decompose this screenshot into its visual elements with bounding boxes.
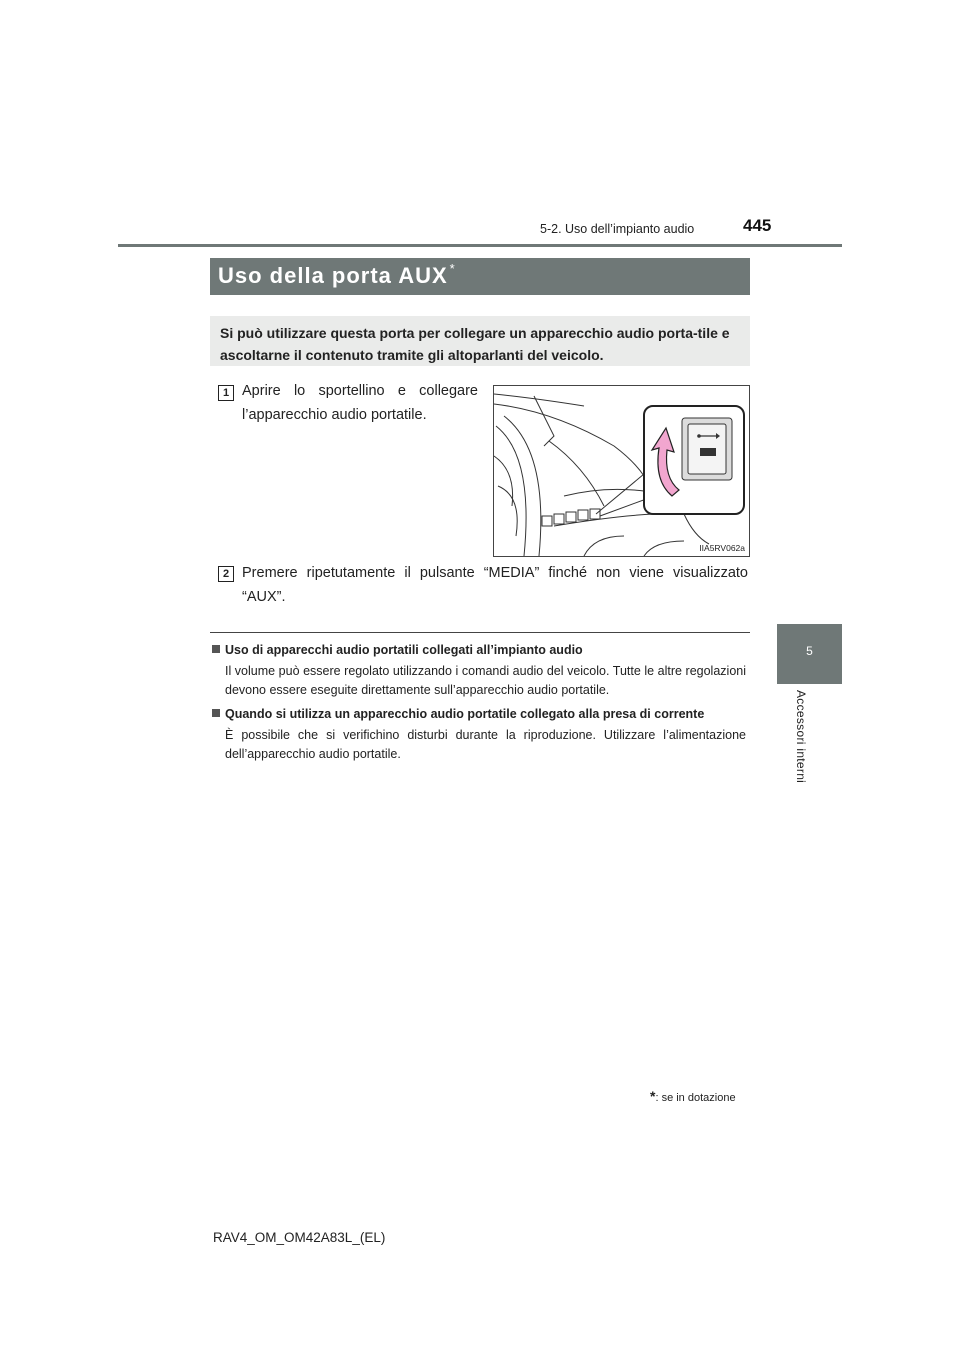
step-number-2: 2 xyxy=(218,566,234,582)
note-body-1: Il volume può essere regolato utilizzando i comandi audio del veicolo. Tutte le altre regolazioni devono essere eseguite direttamente sull’apparecchio audio portatile. xyxy=(225,664,746,697)
note-body-2: È possibile che si verifichino disturbi durante la riproduzione. Utilizzare l’alimentazione dell’apparecchio audio portatile. xyxy=(225,728,746,761)
illustration-code: IIA5RV062a xyxy=(699,543,745,553)
page-title-text: Uso della porta AUX xyxy=(218,263,448,288)
note-title-2 xyxy=(212,707,704,721)
usb-port-illustration xyxy=(493,385,750,557)
page-number: 445 xyxy=(743,216,772,235)
chapter-number: 5 xyxy=(806,644,813,658)
section-title: 5-2. Uso dell’impianto audio xyxy=(540,222,695,236)
notes-divider xyxy=(210,632,750,633)
footnote-text: : se in dotazione xyxy=(655,1092,736,1104)
note-title-1-text: Uso di apparecchi audio portatili collegati all’impianto audio xyxy=(225,643,583,657)
document-code: RAV4_OM_OM42A83L_(EL) xyxy=(213,1230,386,1245)
footnote xyxy=(650,1088,736,1104)
note-title-1 xyxy=(212,643,583,657)
step-number-1: 1 xyxy=(218,385,234,401)
title-asterisk: * xyxy=(449,261,456,276)
bullet-square-icon xyxy=(212,645,220,653)
chapter-label: Accessori interni xyxy=(794,690,808,784)
page-title xyxy=(210,258,750,295)
chapter-tab xyxy=(777,624,842,684)
footnote-asterisk: * xyxy=(650,1088,656,1104)
note-title-2-text: Quando si utilizza un apparecchio audio portatile collegato alla presa di corrente xyxy=(225,707,705,721)
step-text-1: Aprire lo sportellino e collegare l’apparecchio audio portatile. xyxy=(242,383,478,423)
dashboard-drawing xyxy=(494,386,749,556)
header-divider xyxy=(118,244,842,247)
step-text-2: Premere ripetutamente il pulsante “MEDIA” finché non viene visualizzato “AUX”. xyxy=(242,565,748,605)
intro-box: Si può utilizzare questa porta per collegare un apparecchio audio porta-tile e ascoltarne il contenuto tramite gli altoparlanti del veicolo. xyxy=(210,316,750,366)
bullet-square-icon xyxy=(212,709,220,717)
